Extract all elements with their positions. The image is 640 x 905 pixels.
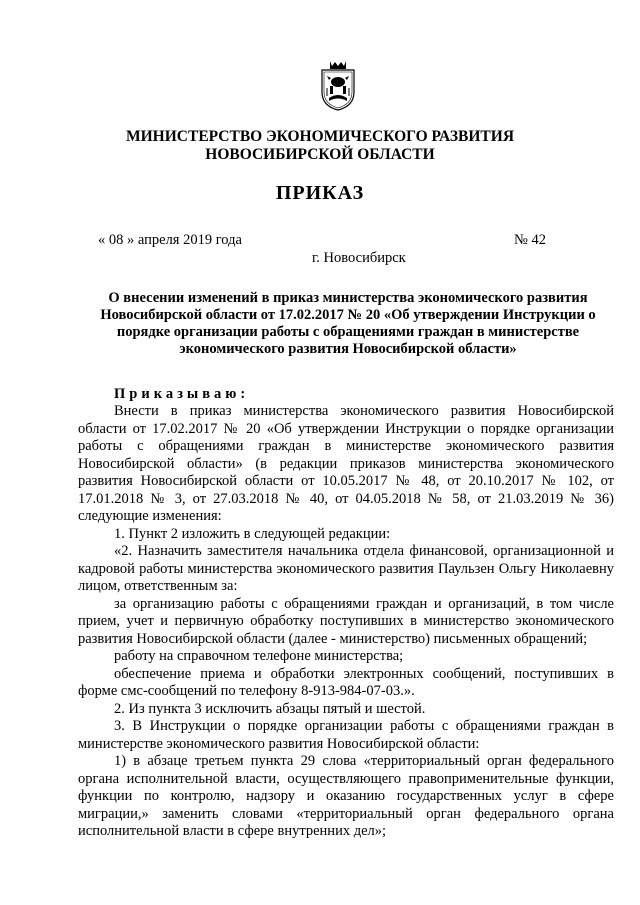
document-body (78, 403, 614, 841)
document-number: № 42 (514, 232, 546, 248)
ministry-line-1: МИНИСТЕРСТВО ЭКОНОМИЧЕСКОГО РАЗВИТИЯ (125, 128, 515, 145)
paragraph: Внести в приказ министерства экономического развития Новосибирской области от 17.02.2017 № 20 «Об утверждении Инструкции о порядке организации работы с обращениями граждан в министерстве экономического развития Новосибирской области» (в редакции приказов министерства экономического развития Новосибирской области от 10.05.2017 № 48, от 20.10.2017 № 102, от 17.01.2018 № 3, от 27.03.2018 № 40, от 04.05.2018 № 58, от 21.03.2019 № 36) следующие изменения: (78, 403, 614, 524)
document-type: ПРИКАЗ (275, 182, 365, 204)
paragraph: работу на справочном телефоне министерства; (114, 648, 404, 664)
paragraph: обеспечение приема и обработки электронных сообщений, поступивших в форме смс-сообщений по телефону 8-913-984-07-03.». (78, 665, 614, 699)
paragraph: «2. Назначить заместителя начальника отдела финансовой, организационной и кадровой работы министерства экономического развития Паульзен Ольгу Николаевну лицом, ответственным за: (78, 543, 614, 594)
ministry-name (0, 128, 640, 164)
coat-of-arms-icon (318, 58, 358, 112)
document-subject: О внесении изменений в приказ министерства экономического развития Новосибирской области от 17.02.2017 № 20 «Об утверждении Инструкции о порядке организации работы с обращениями граждан в министерстве экономического развития Новосибирской области» (100, 290, 596, 357)
paragraph: 3. В Инструкции о порядке организации работы с обращениями граждан в министерстве экономического развития Новосибирской области: (78, 718, 614, 752)
paragraph: 1) в абзаце третьем пункта 29 слова «территориальный орган федерального органа исполнительной власти, осуществляющего правоприменительные функции, функции по контролю, надзору и оказанию государственных услуг в сфере миграции,» заменить словами «территориальный орган федерального органа исполнительной власти в сфере внутренних дел»; (78, 753, 614, 839)
document-city: г. Новосибирск (312, 250, 406, 266)
document-date: « 08 » апреля 2019 года (98, 232, 242, 248)
paragraph: 1. Пункт 2 изложить в следующей редакции: (114, 525, 391, 542)
order-word: Приказываю: (114, 386, 250, 402)
paragraph: за организацию работы с обращениями граждан и организаций, в том числе прием, учет и первичную обработку поступивших в министерство экономического развития Новосибирской области (далее - министерство) письменных обращений; (78, 595, 614, 647)
ministry-line-2: НОВОСИБИРСКОЙ ОБЛАСТИ (205, 146, 435, 163)
paragraph: 2. Из пункта 3 исключить абзацы пятый и шестой. (114, 700, 426, 717)
